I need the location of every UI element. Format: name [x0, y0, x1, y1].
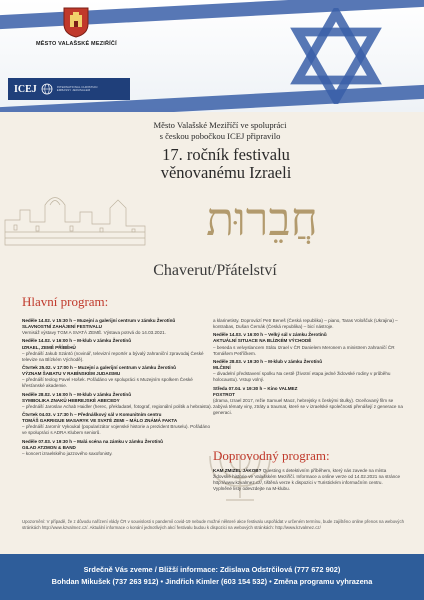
- program-event: [213, 318, 403, 330]
- program-event: [213, 386, 403, 416]
- event-description: – beseda s velvyslancem Státu Izrael v ČR Danielem Meronem a ministrem zahraničí ČR Tomášem Petříčkem.: [213, 344, 395, 356]
- event-description: – divadelní představení spolku Na cestě (životní etapa jedné židovské rodiny v průběhu holocaustu). Vstup volný.: [213, 371, 391, 383]
- event-description: – přednáší Jakub Szántó (novinář, televizní reportér a bývalý zahraniční zpravodaj České televize na Blízkém Východě).: [22, 350, 204, 362]
- program-column-left: [22, 318, 212, 459]
- program-event: [213, 359, 403, 383]
- event-heading: Neděle 28.03. v 19:30 h – M-klub v zámku Žerotínů: [213, 358, 323, 364]
- event-description: – koncert izraelského jazzového saxofonisty.: [22, 450, 113, 456]
- program-event: [22, 412, 212, 436]
- footer-line-2: Bohdan Mikušek (737 263 912) • Jindřich Kimler (603 154 532) • Změna programu vyhrazena: [51, 577, 373, 586]
- event-name: GILAD ATZMON & BAND: [22, 444, 76, 450]
- side-event-description: Questing s detektivním příběhem, který nás zavede na místa židovské historie ve Valašském Meziříčí. Informace a online verze od 14.02.2021 na stránce http://www.kzvalmez.cz/, tištěná verze k dispozici v Turistickém informačním centru. Vyplněné listy odevzdejte na M-klubu.: [213, 468, 401, 492]
- program-event: [22, 338, 212, 362]
- event-description: a klarinetisty. Doprovází Petr Beneš (Česká republika) – piano, Taras Vološčuk (Ukrajina) – kontrabas, Dušan Černák (Česká republika) – bicí nástroje.: [213, 318, 398, 330]
- jerusalem-sketch-illustration: [0, 150, 150, 260]
- event-heading: Neděle 07.03. v 19:30 h – Malá scéna na zámku v zámku Žerotínů: [22, 438, 163, 444]
- intro-text: [110, 120, 330, 141]
- main-program-title: Hlavní program:: [22, 294, 109, 309]
- icej-name: ICEJ: [14, 83, 37, 95]
- side-program-column: [213, 468, 403, 495]
- title-line-1: 17. ročník festivalu: [162, 145, 290, 164]
- event-heading: Čtvrtek 04.03. v 17:30 h – Přednáškový sál v Komunitním centru: [22, 412, 162, 418]
- event-description: – přednáší Jaromír Vykoukal (popularizátor vojenské historie a prezident Bruselu). Pořádáno ve spolupráci s ADRA Klubem seniorů.: [22, 424, 211, 436]
- event-heading: Neděle 14.02. v 15:30 h – Muzejní a galerijní centrum v zámku Žerotínů: [22, 318, 176, 323]
- pandemic-notice: Upozornění: V případě, že z důvodu nařízení vlády ČR v souvislosti s pandemií covid-19 nebude možné některé akce festivalu uspořádat v určeném termínu, bude zajištěno online přenos na webových stránkách http://www.kzvalmez.cz/. Aktuální informace o konání jednotlivých akcí festivalu budou k dispozici na webových stránkách: http://www.kzvalmez.cz/: [22, 519, 404, 530]
- event-heading: Neděle 14.02. v 16:00 h – M-klub v zámku Žerotínů: [22, 338, 132, 344]
- event-name: IZRAEL, ZEMĚ PŘÍBĚHŮ: [22, 344, 76, 350]
- event-description: Vernisáž výstavy TGM A SVATÁ ZEMĚ. Výstava potrvá do 14.03.2021.: [22, 330, 167, 336]
- side-program-title: Doprovodný program:: [213, 448, 330, 463]
- star-of-david-icon: [288, 8, 384, 104]
- event-description: – přednáší teolog Pavel Hošek. Pořádáno ve spolupráci s Muzejním spolkem České křesťanské akademie.: [22, 377, 193, 389]
- city-name: MĚSTO VALAŠSKÉ MEZIŘÍČÍ: [36, 41, 117, 47]
- event-description: (drama, Izrael 2017, režie Samuel Maoz, hebrejsky s českými titulky). Oceňovaný film se zabývá tématy viny, ztráty a traumat, které se v izraelské společnosti přenášejí z generace na generaci.: [213, 397, 403, 415]
- side-program-item: [213, 468, 403, 492]
- intro-line-1: Město Valašské Meziříčí ve spolupráci: [153, 120, 287, 130]
- city-crest-icon: [62, 6, 90, 38]
- city-logo: [36, 6, 116, 47]
- event-name: FOXTROT: [213, 391, 235, 397]
- footer-line-1: Srdečně Vás zveme / Bližší informace: Zdislava Odstrčilová (777 672 902): [83, 565, 341, 574]
- event-name: SYMBOLIKA ZNAKŮ HEBREJSKÉ ABECEDY: [22, 397, 120, 403]
- poster-header: [0, 0, 424, 112]
- globe-icon: [41, 83, 53, 95]
- event-name: MLČENÍ: [213, 365, 231, 371]
- title-line-2: věnovanému Izraeli: [160, 163, 292, 182]
- festival-subtitle: Chaverut/Přátelství: [153, 262, 277, 279]
- event-heading: Středa 07.04. v 19:30 h – Kino VALMEZ: [213, 385, 298, 391]
- program-event: [213, 332, 403, 356]
- event-heading: Neděle 14.03. v 16:00 h – Velký sál v zámku Žerotínů: [213, 332, 327, 338]
- icej-subtitle: INTERNATIONAL CHRISTIAN EMBASSY JERUSALEM: [56, 84, 98, 92]
- event-name: AKTUÁLNÍ SITUACE NA BLÍZKÉM VÝCHODĚ: [213, 338, 312, 344]
- event-name: SLAVNOSTNÍ ZAHÁJENÍ FESTIVALU: [22, 324, 102, 330]
- side-event-name: KAM ZMIZEL JÁKOB?: [213, 468, 263, 473]
- program-event: [22, 365, 212, 389]
- program-column-right: [213, 318, 403, 418]
- intro-line-2: s českou pobočkou ICEJ připravilo: [159, 130, 281, 141]
- event-name: VÝZNAM ŠABATU V RABÍNSKÉM JUDAISMU: [22, 371, 121, 377]
- icej-logo: [8, 78, 130, 100]
- hebrew-title: חֲבֵרוּת: [206, 192, 318, 246]
- event-description: – přednáší Jaroslav Achab Haidler (herec, překladatel, fotograf, regionální politik a hebraista).: [22, 403, 212, 409]
- contact-footer: [0, 554, 424, 600]
- program-event: [22, 439, 212, 457]
- program-event: [22, 392, 212, 410]
- event-name: TOMÁŠ GARRIGUE MASARYK VE SVATÉ ZEMI – MÁLO ZNÁMÁ FAKTA: [22, 418, 178, 424]
- program-event: [22, 318, 212, 336]
- event-heading: Čtvrtek 25.02. v 17:00 h – Muzejní a galerijní centrum v zámku Žerotínů: [22, 365, 176, 371]
- event-heading: Neděle 28.02. v 16:00 h – M-klub v zámku Žerotínů: [22, 391, 132, 397]
